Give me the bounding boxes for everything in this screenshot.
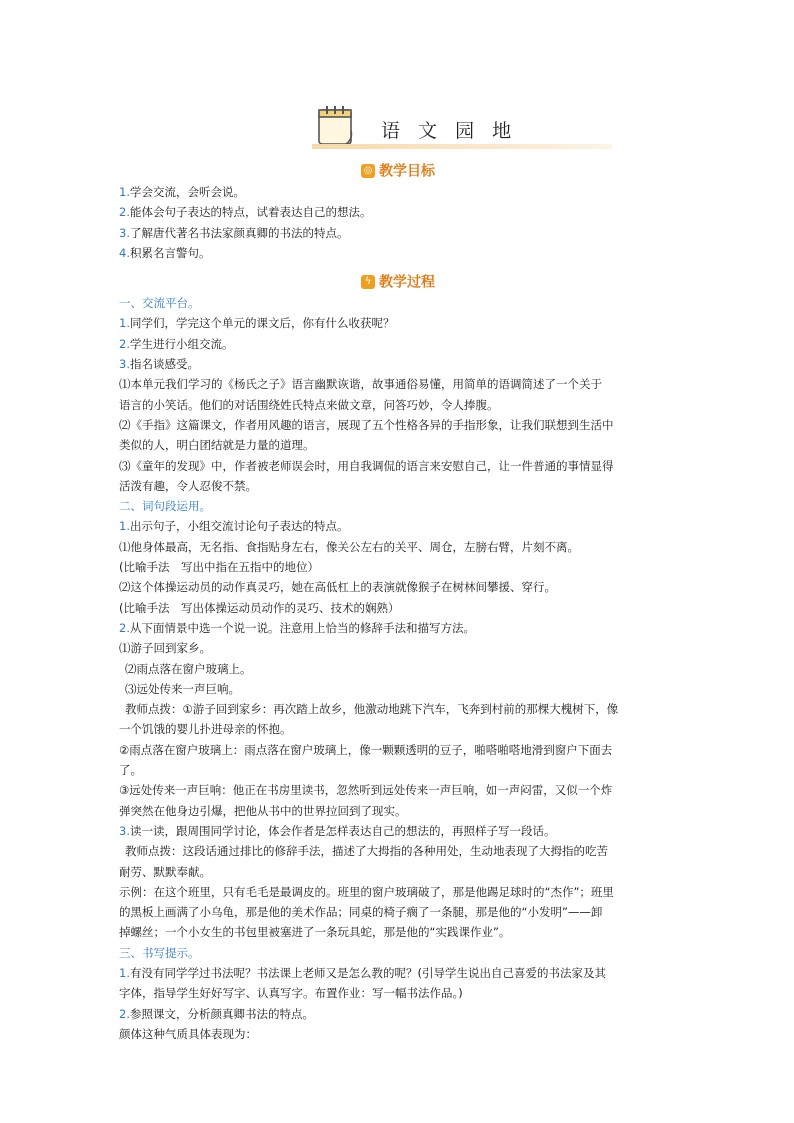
paragraph-line: ⑴本单元我们学习的《杨氏之子》语言幽默诙谐，故事通俗易懂，用简单的语调简述了一个关于 — [119, 377, 602, 392]
paragraph-line: ⑵雨点落在窗户玻璃上。 — [125, 661, 252, 676]
paragraph-line: 活泼有趣，令人忍俊不禁。 — [119, 478, 257, 493]
paragraph-line: ⑶《童年的发现》中，作者被老师误会时，用自我调侃的语言来安慰自己，让一件普通的事情显得 — [119, 458, 614, 473]
paragraph-line: 1.同学们，学完这个单元的课文后，你有什么收获呢？ — [119, 316, 395, 331]
title-underline — [312, 144, 612, 149]
goal-item: 1.学会交流，会听会说。 — [119, 185, 245, 199]
target-icon: ◎ — [361, 164, 375, 178]
paragraph-line: ⑴他身体最高，无名指、食指贴身左右，像关公左右的关平、周仓，左膀右臂，片刻不离。 — [119, 539, 579, 554]
section-head-process: ϟ 教学过程 — [119, 271, 677, 293]
paragraph-line: ⑵《手指》这篇课文，作者用风趣的语言，展现了五个性格各异的手指形象，让我们联想到生活中 — [119, 417, 614, 432]
goal-item: 4.积累名言警句。 — [119, 245, 211, 260]
paragraph-line: (比喻手法 写出体操运动员动作的灵巧、技术的娴熟） — [119, 600, 400, 615]
paragraph-line: 教师点拨：这段话通过排比的修辞手法，描述了大拇指的各种用处，生动地表现了大拇指的吃苦 — [125, 844, 608, 859]
paragraph-line: 字体，指导学生好好写字、认真写字。布置作业：写一幅书法作品。) — [119, 986, 463, 1001]
paragraph-line: 2.参照课文，分析颜真卿书法的特点。 — [119, 1006, 314, 1021]
paragraph-line: 类似的人，明白团结就是力量的道理。 — [119, 438, 315, 453]
paragraph-line: 颜体这种气质具体表现为： — [119, 1026, 257, 1041]
goal-item: 2.能体会句子表达的特点，试着表达自己的想法。 — [119, 205, 372, 220]
subsection-title: 二、词句段运用。 — [119, 499, 211, 514]
paragraph-line: 弹突然在他身边引爆，把他从书中的世界拉回到了现实。 — [119, 803, 407, 818]
paragraph-line: ⑴游子回到家乡。 — [119, 641, 211, 656]
paragraph-line: 教师点拨：①游子回到家乡：再次踏上故乡，他激动地跳下汽车，飞奔到村前的那棵大槐树下，像 — [125, 702, 619, 717]
paragraph-line: ②雨点落在窗户玻璃上：雨点落在窗户玻璃上，像一颗颗透明的豆子，啪嗒啪嗒地滑到窗户下面去 — [119, 742, 613, 757]
goal-item: 3.了解唐代著名书法家颜真卿的书法的特点。 — [119, 225, 349, 240]
paragraph-line: 1.有没有同学学过书法呢？书法课上老师又是怎么教的呢？(引导学生说出自己喜爱的书法家及其 — [119, 965, 606, 980]
paragraph-line: 1.出示句子，小组交流讨论句子表达的特点。 — [119, 519, 349, 534]
document-page — [119, 100, 677, 1044]
lightning-icon: ϟ — [361, 275, 375, 289]
calendar-icon — [316, 103, 356, 147]
paragraph-line: 耐劳、默默奉献。 — [119, 864, 211, 879]
paragraph-line: 掉螺丝；一个小女生的书包里被塞进了一条玩具蛇，那是他的“实践课作业”。 — [119, 925, 511, 940]
paragraph-line: 示例：在这个班里，只有毛毛是最调皮的。班里的窗户玻璃破了，那是他踢足球时的“杰作”；班里 — [119, 884, 614, 899]
paragraph-line: 了。 — [119, 763, 142, 778]
subsection-title: 一、交流平台。 — [119, 296, 200, 311]
title-block — [119, 100, 677, 152]
paragraph-line: ⑶远处传来一声巨响。 — [125, 681, 240, 696]
section-head-goals: ◎ 教学目标 — [119, 160, 677, 182]
paragraph-line: 2.学生进行小组交流。 — [119, 336, 234, 351]
paragraph-line: (比喻手法 写出中指在五指中的地位） — [119, 560, 319, 575]
subsection-title: 三、书写提示。 — [119, 945, 200, 960]
paragraph-line: 2.从下面情景中选一个说一说。注意用上恰当的修辞手法和描写方法。 — [119, 620, 475, 635]
paragraph-line: 3.读一读，跟周围同学讨论，体会作者是怎样表达自己的想法的，再照样子写一段话。 — [119, 823, 556, 838]
paragraph-line: 一个饥饿的婴儿扑进母亲的怀抱。 — [119, 722, 292, 737]
paragraph-line: 3.指名谈感受。 — [119, 357, 199, 372]
paragraph-line: 的黑板上画满了小乌龟，那是他的美术作品；同桌的椅子瘸了一条腿，那是他的“小发明”——卸 — [119, 905, 603, 920]
page-title: 语 文 园 地 — [381, 120, 518, 142]
paragraph-line: ⑵这个体操运动员的动作真灵巧，她在高低杠上的表演就像猴子在树林间攀援、穿行。 — [119, 580, 556, 595]
paragraph-line: ③远处传来一声巨响：他正在书房里读书，忽然听到远处传来一声巨响，如一声闷雷，又似一个炸 — [119, 783, 613, 798]
paragraph-line: 语言的小笑话。他们的对话围绕姓氏特点来做文章，问答巧妙，令人捧腹。 — [119, 397, 499, 412]
